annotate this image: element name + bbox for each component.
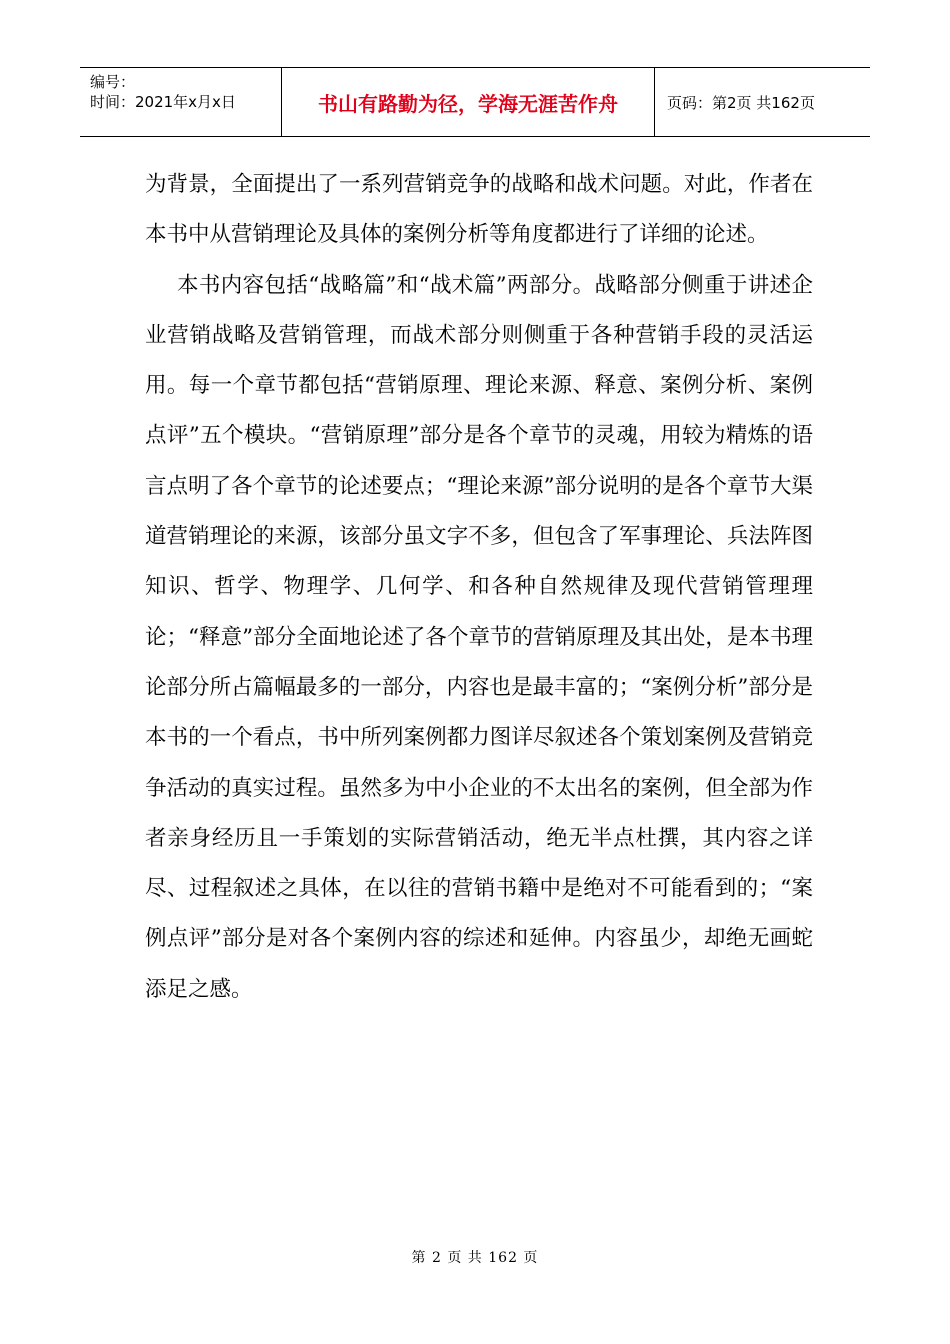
- document-date: 时间：2021年x月x日: [90, 93, 236, 111]
- header-meta-cell: [80, 68, 282, 136]
- page-header: [80, 67, 870, 137]
- document-body: [145, 160, 813, 1015]
- document-number-label: 编号：: [90, 73, 136, 91]
- paragraph-continued: 为背景，全面提出了一系列营销竞争的战略和战术问题。对此，作者在本书中从营销理论及具体的案例分析等角度都进行了详细的论述。: [145, 172, 813, 248]
- page-footer: 第 2 页 共 162 页: [411, 1250, 539, 1266]
- header-motto: 书山有路勤为径，学海无涯苦作舟: [318, 91, 618, 116]
- paragraph: 本书内容包括“战略篇”和“战术篇”两部分。战略部分侧重于讲述企业营销战略及营销管理，而战术部分则侧重于各种营销手段的灵活运用。每一个章节都包括“营销原理、理论来源、释意、案例分析、案例点评”五个模块。“营销原理”部分是各个章节的灵魂，用较为精炼的语言点明了各个章节的论述要点；“理论来源”部分说明的是各个章节大渠道营销理论的来源，该部分虽文字不多，但包含了军事理论、兵法阵图知识、哲学、物理学、几何学、和各种自然规律及现代营销管理理论；“释意”部分全面地论述了各个章节的营销原理及其出处，是本书理论部分所占篇幅最多的一部分，内容也是最丰富的；“案例分析”部分是本书的一个看点，书中所列案例都力图详尽叙述各个策划案例及营销竞争活动的真实过程。虽然多为中小企业的不太出名的案例，但全部为作者亲身经历且一手策划的实际营销活动，绝无半点杜撰，其内容之详尽、过程叙述之具体，在以往的营销书籍中是绝对不可能看到的；“案例点评”部分是对各个案例内容的综述和延伸。内容虽少，却绝无画蛇添足之感。: [145, 272, 813, 1002]
- header-page-info: 页码：第2页 共162页: [667, 93, 815, 112]
- header-motto-cell: [282, 68, 655, 136]
- header-page-cell: [655, 68, 870, 136]
